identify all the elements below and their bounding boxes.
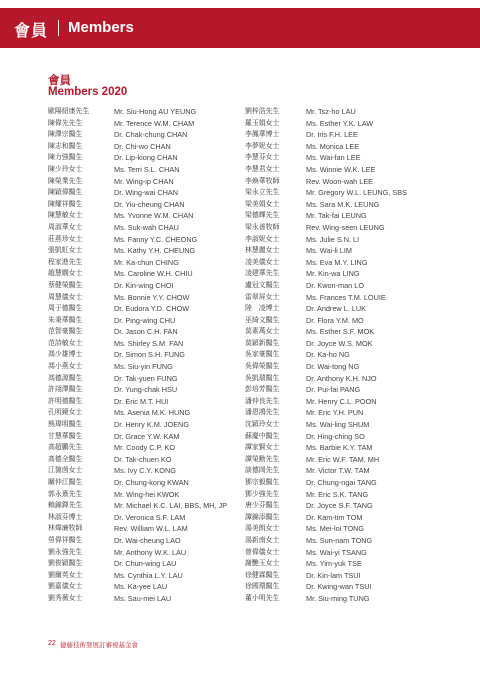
- member-name-zh: 李慧芬女士: [245, 153, 280, 162]
- member-name-zh: 張凱虹女士: [48, 246, 83, 255]
- member-name-en: Mr. Eric S.K. TANG: [306, 489, 369, 499]
- member-row: [245, 407, 445, 419]
- member-name-en: Ms. Sau-mei LAU: [114, 593, 172, 603]
- member-name-en: Dr. Grace Y.W. KAM: [114, 431, 180, 441]
- member-name-en: Ms. Eva M.Y. LING: [306, 257, 368, 267]
- member-name-zh: 甘慧華醫生: [48, 431, 83, 440]
- member-name-zh: 周淑華女士: [48, 222, 83, 231]
- member-name-zh: 熊瑋明醫生: [48, 420, 83, 429]
- member-name-en: Mr. Wing-ip CHAN: [114, 176, 174, 186]
- member-name-zh: 莊燕珍女士: [48, 234, 83, 243]
- member-name-zh: 巫綺文醫生: [245, 315, 280, 324]
- member-name-en: Ms. Frances T.M. LOUIE: [306, 292, 386, 302]
- member-row: [48, 547, 248, 559]
- member-row: [245, 118, 445, 130]
- member-name-zh: 周慧儀女士: [48, 292, 83, 301]
- member-name-zh: 談德岡先生: [245, 466, 280, 475]
- member-name-en: Ms. Yvonne W.M. CHAN: [114, 211, 194, 221]
- member-name-en: Mr. Henry C.L. POON: [306, 396, 377, 406]
- member-name-en: Mr. Michael K.C. LAI, BBS, MH, JP: [114, 501, 228, 511]
- member-row: [48, 373, 248, 385]
- member-name-en: Dr. Anthony K.H. NJO: [306, 373, 377, 383]
- member-name-zh: 林煒廉牧師: [48, 524, 83, 533]
- member-row: [48, 222, 248, 234]
- member-name-zh: 譚榮勳先生: [245, 454, 280, 463]
- member-row: [245, 210, 445, 222]
- member-name-en: Dr. Simon S.H. FUNG: [114, 350, 185, 360]
- member-name-en: Dr. Andrew L. LUK: [306, 304, 367, 314]
- member-row: [245, 280, 445, 292]
- member-name-en: Dr. Kam-tim TOM: [306, 512, 363, 522]
- member-name-en: Rev. Woon-wah LEE: [306, 176, 374, 186]
- member-row: [48, 199, 248, 211]
- section-title-zh: 會員: [48, 73, 71, 87]
- member-name-zh: 陳少玲女士: [48, 164, 83, 173]
- member-name-zh: 雷翠屏女士: [245, 292, 280, 301]
- member-name-zh: 曾偉儀女士: [245, 547, 280, 556]
- member-row: [245, 257, 445, 269]
- member-row: [48, 581, 248, 593]
- member-name-en: Dr. Wai-tong NG: [306, 362, 360, 372]
- member-name-en: Ms. Shirley S.M. FAN: [114, 338, 184, 348]
- member-row: [48, 512, 248, 524]
- member-name-zh: 凌建華先生: [245, 269, 280, 278]
- member-name-zh: 李煥華牧師: [245, 176, 280, 185]
- member-name-zh: 梁美娟女士: [245, 199, 280, 208]
- member-name-en: Mr. Siu-Hong AU YEUNG: [114, 107, 197, 116]
- member-name-zh: 馮德源醫生: [48, 373, 83, 382]
- member-row: [48, 234, 248, 246]
- member-name-en: Dr. Chun-wing LAU: [114, 559, 177, 569]
- member-name-zh: 梁永立先生: [245, 188, 280, 197]
- member-row: [48, 489, 248, 501]
- member-row: [48, 338, 248, 350]
- member-name-zh: 趙慧嫻女士: [48, 269, 83, 278]
- member-row: [48, 210, 248, 222]
- member-name-en: Ms. Asenia M.K. HUNG: [114, 408, 191, 418]
- member-name-en: Dr. Ping-wing CHU: [114, 315, 176, 325]
- member-row: [245, 465, 445, 477]
- member-name-en: Rev. William W.L. LAM: [114, 524, 188, 534]
- header-bar: [0, 8, 480, 48]
- member-name-zh: 鄧宗毅醫生: [245, 478, 280, 486]
- member-row: [245, 303, 445, 315]
- member-name-zh: 羅玉娟女士: [245, 118, 280, 127]
- member-name-en: Dr. Kin-lam TSUI: [306, 570, 361, 580]
- member-row: [245, 141, 445, 153]
- member-name-zh: 吳凱瑞醫生: [245, 373, 280, 382]
- member-row: [48, 187, 248, 199]
- member-name-zh: 凌美儀女士: [245, 257, 280, 266]
- member-name-zh: 李淑妮女士: [245, 234, 280, 243]
- member-name-zh: 沈穎玲女士: [245, 420, 280, 429]
- member-row: [48, 106, 248, 118]
- member-row: [245, 442, 445, 454]
- member-name-en: Dr. Chung-kong KWAN: [114, 478, 189, 487]
- member-name-en: Ms. Ivy C.Y. KONG: [114, 466, 176, 476]
- member-name-en: Ms. Siu-yin FUNG: [114, 362, 173, 372]
- member-name-en: Dr. Kwon-man LO: [306, 280, 364, 290]
- member-name-en: Mr. Coody C.P. KO: [114, 443, 176, 453]
- member-name-en: Ms. Julie S.N. LI: [306, 234, 360, 244]
- member-row: [48, 361, 248, 373]
- member-name-en: Mr. Terence W.M. CHAM: [114, 118, 195, 128]
- member-name-en: Ms. Mei-loi TONG: [306, 524, 365, 534]
- member-row: [245, 523, 445, 535]
- member-name-en: Mr. Wing-hei KWOK: [114, 489, 180, 499]
- member-row: [48, 292, 248, 304]
- member-row: [48, 245, 248, 257]
- member-name-zh: 潘恩鴻先生: [245, 408, 280, 417]
- member-name-zh: 林淑芬博士: [48, 512, 83, 521]
- member-name-zh: 范智豪醫生: [48, 327, 83, 336]
- member-row: [48, 465, 248, 477]
- member-name-en: Dr. Iris F.H. LEE: [306, 130, 358, 140]
- member-row: [48, 257, 248, 269]
- member-name-zh: 潘仲良先生: [245, 396, 280, 405]
- member-row: [48, 431, 248, 443]
- member-name-en: Mr. Victor T.W. TAM: [306, 466, 370, 476]
- member-name-zh: 馮小燕女士: [48, 362, 83, 371]
- member-name-zh: 歐陽紹康先生: [48, 107, 90, 115]
- member-name-zh: 唐少芬醫生: [245, 501, 280, 510]
- member-row: [245, 245, 445, 257]
- member-row: [48, 384, 248, 396]
- member-name-en: Ms. Sun-nam TONG: [306, 535, 373, 545]
- member-name-en: Mr. Eric W.F. TAM, MH: [306, 454, 380, 464]
- member-row: [245, 489, 445, 501]
- member-name-en: Dr. Yiu-cheung CHAN: [114, 199, 185, 209]
- member-name-zh: 譚家賢女士: [245, 443, 280, 452]
- header-title-zh: 會員: [14, 21, 49, 40]
- member-name-zh: 吳偉榮醫生: [245, 362, 280, 371]
- member-name-zh: 劉永強先生: [48, 547, 83, 556]
- header-title-en: Members: [68, 19, 134, 36]
- member-name-zh: 譚錦添醫生: [245, 512, 280, 521]
- member-name-en: Dr. Henry K.M. JOENG: [114, 420, 190, 430]
- member-row: [245, 315, 445, 327]
- member-row: [48, 349, 248, 361]
- member-name-zh: 陳穎偉醫生: [48, 188, 83, 197]
- member-name-zh: 徐國環醫生: [245, 582, 280, 591]
- member-row: [48, 268, 248, 280]
- member-name-zh: 梁永善牧師: [245, 222, 280, 231]
- member-name-en: Dr. Wai-cheung LAO: [114, 535, 181, 545]
- member-name-zh: 勞偉祥醫生: [48, 535, 83, 544]
- member-name-en: Ms. Fanny Y.C. CHEONG: [114, 234, 198, 244]
- member-name-en: Ms. Esther S.F. MOK: [306, 327, 375, 337]
- member-row: [245, 292, 445, 304]
- member-name-en: Dr. Kin-wing CHOI: [114, 280, 174, 290]
- member-name-zh: 劉嘉儀女士: [48, 582, 83, 591]
- member-row: [245, 512, 445, 524]
- member-name-en: Ms. Barbie K.Y. TAM: [306, 443, 373, 453]
- member-name-en: Dr. Tak-yuen FUNG: [114, 373, 178, 383]
- member-row: [245, 570, 445, 582]
- member-row: [245, 187, 445, 199]
- member-name-zh: 陸 凌博士: [245, 304, 280, 313]
- member-name-zh: 蔡健榮醫生: [48, 280, 83, 289]
- member-name-en: Dr. Yung-chak HSU: [114, 385, 178, 395]
- member-name-zh: 陳榮業先生: [48, 176, 83, 185]
- member-row: [48, 141, 248, 153]
- member-name-en: Ms. Wai-fan LEE: [306, 153, 361, 163]
- member-row: [245, 152, 445, 164]
- member-row: [245, 454, 445, 466]
- member-row: [245, 558, 445, 570]
- member-name-zh: 陳偉先先生: [48, 118, 83, 127]
- member-row: [245, 396, 445, 408]
- member-row: [245, 234, 445, 246]
- member-name-zh: 朱秉華醫生: [48, 315, 83, 324]
- member-row: [245, 222, 445, 234]
- member-name-zh: 謝艷玉女士: [245, 559, 280, 568]
- member-name-zh: 劉俊穎醫生: [48, 559, 83, 568]
- member-name-zh: 彭培芳醫生: [245, 385, 280, 394]
- member-name-en: Ms. Wai-yi TSANG: [306, 547, 367, 557]
- member-name-en: Mr. Gregory W.L. LEUNG, SBS: [306, 188, 407, 198]
- member-name-zh: 陳力強醫生: [48, 153, 83, 162]
- member-row: [245, 477, 445, 489]
- member-name-zh: 林慧麗女士: [245, 246, 280, 255]
- member-row: [48, 396, 248, 408]
- member-name-en: Ms. Ka-yee LAU: [114, 582, 168, 592]
- member-row: [245, 176, 445, 188]
- member-name-zh: 陳慧敏女士: [48, 211, 83, 220]
- member-name-en: Dr. Kwing-wan TSUI: [306, 582, 372, 592]
- member-name-zh: 董小明先生: [245, 593, 280, 602]
- member-name-zh: 江箇茵女士: [48, 466, 83, 475]
- member-name-zh: 陳澤宗醫生: [48, 130, 83, 139]
- member-name-en: Dr. Jason C.H. FAN: [114, 327, 178, 337]
- member-row: [48, 419, 248, 431]
- member-row: [48, 558, 248, 570]
- member-name-zh: 莫穎新醫生: [245, 338, 280, 347]
- members-column-left: [48, 106, 248, 605]
- member-name-en: Dr. Flora Y.M. MO: [306, 315, 364, 325]
- member-row: [245, 361, 445, 373]
- member-name-zh: 徐健霖醫生: [245, 570, 280, 579]
- member-name-zh: 李鳳華博士: [245, 130, 280, 139]
- member-row: [245, 164, 445, 176]
- member-name-zh: 關仲江醫生: [48, 478, 83, 486]
- member-row: [48, 477, 248, 489]
- member-name-en: Mr. Eric Y.H. PUN: [306, 408, 364, 418]
- member-name-en: Dr. Hing-ching SO: [306, 431, 365, 441]
- member-row: [245, 419, 445, 431]
- member-name-zh: 湯新南女士: [245, 535, 280, 544]
- member-row: [245, 349, 445, 361]
- member-name-zh: 蘇慶中醫生: [245, 431, 280, 440]
- member-name-zh: 劉爾英女士: [48, 570, 83, 579]
- member-row: [245, 593, 445, 605]
- member-row: [245, 268, 445, 280]
- member-row: [48, 535, 248, 547]
- member-row: [48, 152, 248, 164]
- member-name-en: Mr. Tak-fai LEUNG: [306, 211, 367, 221]
- member-name-zh: 賴錦鐸先生: [48, 501, 83, 510]
- member-row: [245, 431, 445, 443]
- member-row: [245, 535, 445, 547]
- member-name-zh: 高超鵬先生: [48, 443, 83, 452]
- member-name-en: Mr. Ka-chun CHING: [114, 257, 179, 267]
- member-row: [245, 581, 445, 593]
- member-row: [48, 164, 248, 176]
- member-row: [48, 280, 248, 292]
- member-row: [245, 326, 445, 338]
- member-name-zh: 許翊澤醫生: [48, 385, 83, 394]
- member-name-en: Ms. Winnie W.K. LEE: [306, 164, 376, 174]
- member-name-en: Ms. Wai-li LIM: [306, 246, 352, 256]
- member-name-en: Dr. Pui-fai PANG: [306, 385, 361, 395]
- member-row: [245, 199, 445, 211]
- member-row: [48, 570, 248, 582]
- member-row: [245, 384, 445, 396]
- member-name-zh: 馮少雄博士: [48, 350, 83, 359]
- member-name-en: Ms. Wai-ling SHUM: [306, 420, 370, 430]
- member-name-en: Rev. Wing-seen LEUNG: [306, 222, 385, 232]
- member-name-en: Ms. Kathy Y.H. CHEUNG: [114, 246, 196, 256]
- member-name-zh: 高德全醫生: [48, 454, 83, 463]
- footer-organization: 捷藤技術發展訂審視基金會: [60, 641, 138, 649]
- member-row: [48, 593, 248, 605]
- member-row: [245, 129, 445, 141]
- member-name-zh: 郭永熹先生: [48, 489, 83, 498]
- member-row: [48, 129, 248, 141]
- section-title-en: Members 2020: [48, 86, 128, 98]
- member-name-zh: 梁德輝先生: [245, 211, 280, 220]
- header-divider: [58, 20, 59, 36]
- member-name-zh: 劉梓浩先生: [245, 107, 280, 115]
- page-footer: [0, 636, 480, 677]
- member-name-en: Ms. Cynthia L.Y. LAU: [114, 570, 183, 580]
- member-name-en: Ms. Esther Y.K. LAW: [306, 118, 374, 128]
- member-name-en: Dr. Tak-chuen KO: [114, 454, 172, 464]
- member-name-zh: 范詩敏女士: [48, 338, 83, 347]
- member-name-en: Ms. Sara M.K. LEUNG: [306, 199, 380, 209]
- member-name-zh: 程家進先生: [48, 257, 83, 266]
- member-row: [48, 303, 248, 315]
- member-name-en: Mr. Anthony W.K. LAU: [114, 547, 187, 557]
- member-name-zh: 鄧少強先生: [245, 489, 280, 498]
- member-name-en: Dr. Eric M.T. HUI: [114, 396, 169, 406]
- member-name-en: Ms. Yim-yuk TSE: [306, 559, 362, 569]
- member-name-zh: 吳家豪醫生: [245, 350, 280, 359]
- member-row: [48, 442, 248, 454]
- member-name-en: Ms. Monica LEE: [306, 141, 360, 151]
- member-name-en: Dr. Ka-ho NG: [306, 350, 350, 360]
- member-name-en: Ms. Suk-wah CHAU: [114, 222, 179, 232]
- member-name-zh: 莫素萬女士: [245, 327, 280, 336]
- member-name-en: Ms. Caroline W.H. CHIU: [114, 269, 193, 279]
- member-name-zh: 周于德醫生: [48, 304, 83, 313]
- member-name-zh: 李慧君女士: [245, 164, 280, 173]
- member-name-en: Dr. Chak-chung CHAN: [114, 130, 188, 140]
- member-row: [48, 118, 248, 130]
- member-name-en: Dr. Joyce S.F. TANG: [306, 501, 373, 511]
- member-row: [48, 523, 248, 535]
- member-name-en: Dr. Eudora Y.D. CHOW: [114, 304, 190, 314]
- member-row: [48, 407, 248, 419]
- member-row: [245, 500, 445, 512]
- member-name-zh: 湯美朗女士: [245, 524, 280, 533]
- member-row: [48, 454, 248, 466]
- member-name-en: Mr. Siu-ming TUNG: [306, 593, 370, 603]
- members-column-right: [245, 106, 445, 605]
- member-name-en: Mr. Kin-wa LING: [306, 269, 360, 279]
- member-row: [48, 315, 248, 327]
- member-name-en: Dr. Joyce W.S. MOK: [306, 338, 373, 348]
- member-name-en: Ms. Bonnie Y.Y. CHOW: [114, 292, 190, 302]
- page-number: 22: [48, 640, 56, 647]
- member-row: [245, 547, 445, 559]
- member-row: [245, 106, 445, 118]
- member-name-en: Mr. Tsz-ho LAU: [306, 107, 356, 116]
- member-name-en: Dr. Veronica S.F. LAM: [114, 512, 186, 522]
- member-name-zh: 陳耀祥醫生: [48, 199, 83, 208]
- member-name-zh: 劉秀薇女士: [48, 593, 83, 602]
- page-header: [0, 0, 480, 58]
- member-name-en: Dr. Chi-wo CHAN: [114, 141, 171, 151]
- member-name-zh: 陳志和醫生: [48, 141, 83, 150]
- member-name-zh: 許明德醫生: [48, 396, 83, 405]
- member-name-en: Dr. Lip-kiong CHAN: [114, 153, 178, 163]
- member-name-en: Dr. Wing-wai CHAN: [114, 188, 179, 198]
- member-name-en: Ms. Terri S.L. CHAN: [114, 164, 180, 174]
- member-name-en: Dr. Chung-ngai TANG: [306, 478, 377, 487]
- member-row: [48, 500, 248, 512]
- member-name-zh: 李夢妮女士: [245, 141, 280, 150]
- member-name-zh: 盧冠文醫生: [245, 280, 280, 289]
- member-row: [245, 338, 445, 350]
- member-name-zh: 孔明鏡女士: [48, 408, 83, 417]
- member-row: [48, 326, 248, 338]
- member-row: [245, 373, 445, 385]
- member-row: [48, 176, 248, 188]
